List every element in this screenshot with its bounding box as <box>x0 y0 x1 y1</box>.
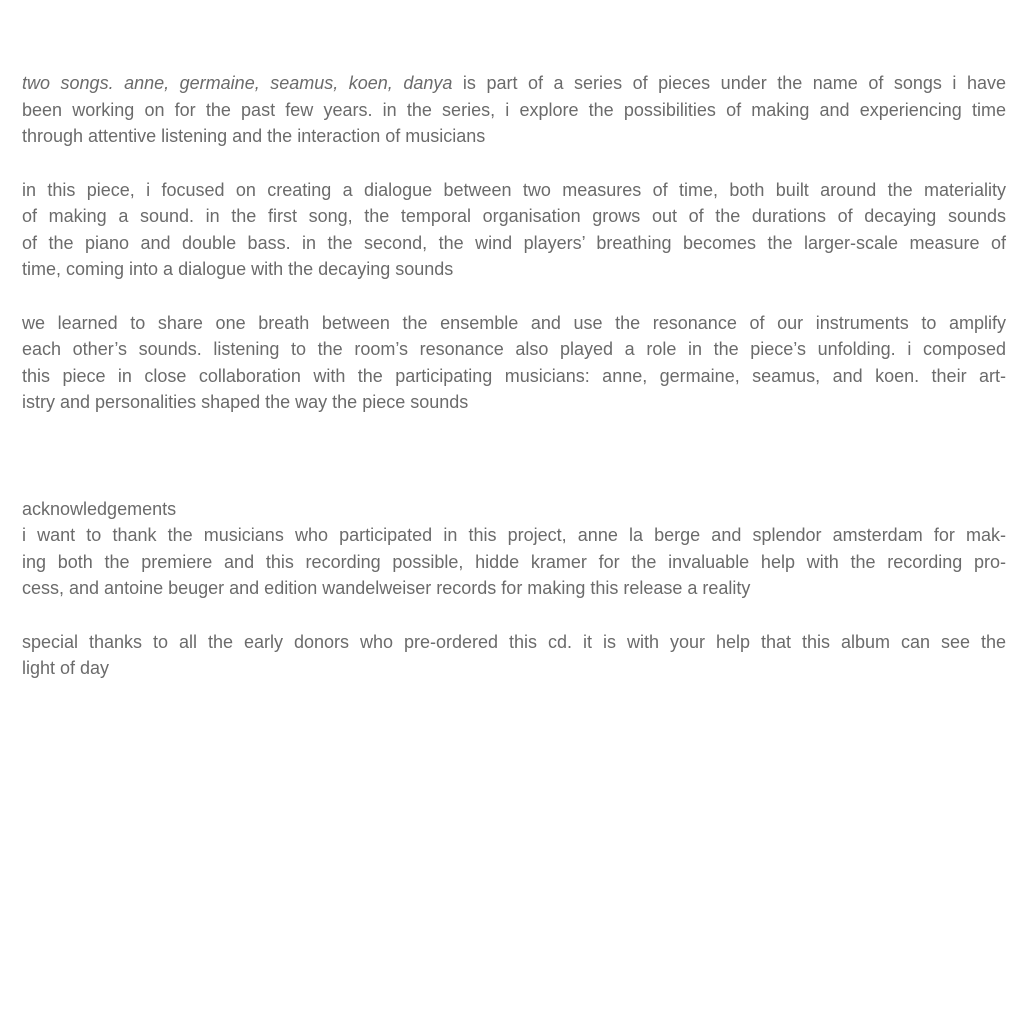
series-intro-line-1 <box>22 70 1006 97</box>
acknowledgements-line-3 <box>22 549 1006 576</box>
text-segment: been working on for the past few years. in the series, i explore the possibilities of making and experiencing time <box>22 99 1006 120</box>
text-segment: we learned to share one breath between the ensemble and use the resonance of our instruments to amplify <box>22 312 1006 333</box>
liner-notes-text <box>22 70 1006 682</box>
paragraph-collaboration <box>22 310 1006 416</box>
series-intro-line-3 <box>22 123 1006 150</box>
work-title-italic: two songs. anne, germaine, seamus, koen, danya <box>22 73 453 93</box>
text-segment: each other’s sounds. listening to the room’s resonance also played a role in the piece’s unfolding. i composed <box>22 339 1006 359</box>
two-measures-line-2 <box>22 203 1006 230</box>
acknowledgements-line-1 <box>22 496 1006 523</box>
collaboration-line-1 <box>22 310 1006 337</box>
text-segment: in this piece, i focused on creating a dialogue between two measures of time, both built around the materiality <box>22 179 1006 200</box>
text-segment: special thanks to all the early donors who pre-ordered this cd. it is with your help that this album can see the <box>22 631 1006 652</box>
paragraph-two-measures <box>22 177 1006 283</box>
collaboration-line-2 <box>22 336 1006 363</box>
text-segment: time, coming into a dialogue with the decaying sounds <box>22 259 454 279</box>
collaboration-line-3 <box>22 363 1006 390</box>
text-segment: cess, and antoine beuger and edition wandelweiser records for making this release a reality <box>22 578 751 598</box>
text-segment: of making a sound. in the first song, the temporal organisation grows out of the durations of decaying sounds <box>22 206 1006 226</box>
series-intro-line-2 <box>22 97 1006 124</box>
two-measures-line-1 <box>22 177 1006 204</box>
text-segment: istry and personalities shaped the way the piece sounds <box>22 392 469 412</box>
two-measures-line-3 <box>22 230 1006 257</box>
text-segment: this piece in close collaboration with the participating musicians: anne, germaine, seamus, and koen. their art- <box>22 365 1006 386</box>
special-thanks-line-2 <box>22 655 1006 682</box>
text-segment: i want to thank the musicians who participated in this project, anne la berge and splendor amsterdam for mak- <box>22 525 1006 545</box>
two-measures-line-4 <box>22 256 1006 283</box>
paragraph-special-thanks <box>22 629 1006 682</box>
text-segment: is part of a series of pieces under the name of songs i have <box>452 73 1006 93</box>
text-segment: ing both the premiere and this recording possible, hidde kramer for the invaluable help with the recording pro- <box>22 551 1006 572</box>
text-segment: of the piano and double bass. in the second, the wind players’ breathing becomes the larger-scale measure of <box>22 232 1006 253</box>
paragraph-acknowledgements <box>22 496 1006 602</box>
text-segment: acknowledgements <box>22 498 177 519</box>
acknowledgements-line-2 <box>22 522 1006 549</box>
text-segment: light of day <box>22 658 110 678</box>
special-thanks-line-1 <box>22 629 1006 656</box>
paragraph-series-intro <box>22 70 1006 150</box>
collaboration-line-4 <box>22 389 1006 416</box>
acknowledgements-line-4 <box>22 575 1006 602</box>
text-segment: through attentive listening and the interaction of musicians <box>22 126 486 146</box>
